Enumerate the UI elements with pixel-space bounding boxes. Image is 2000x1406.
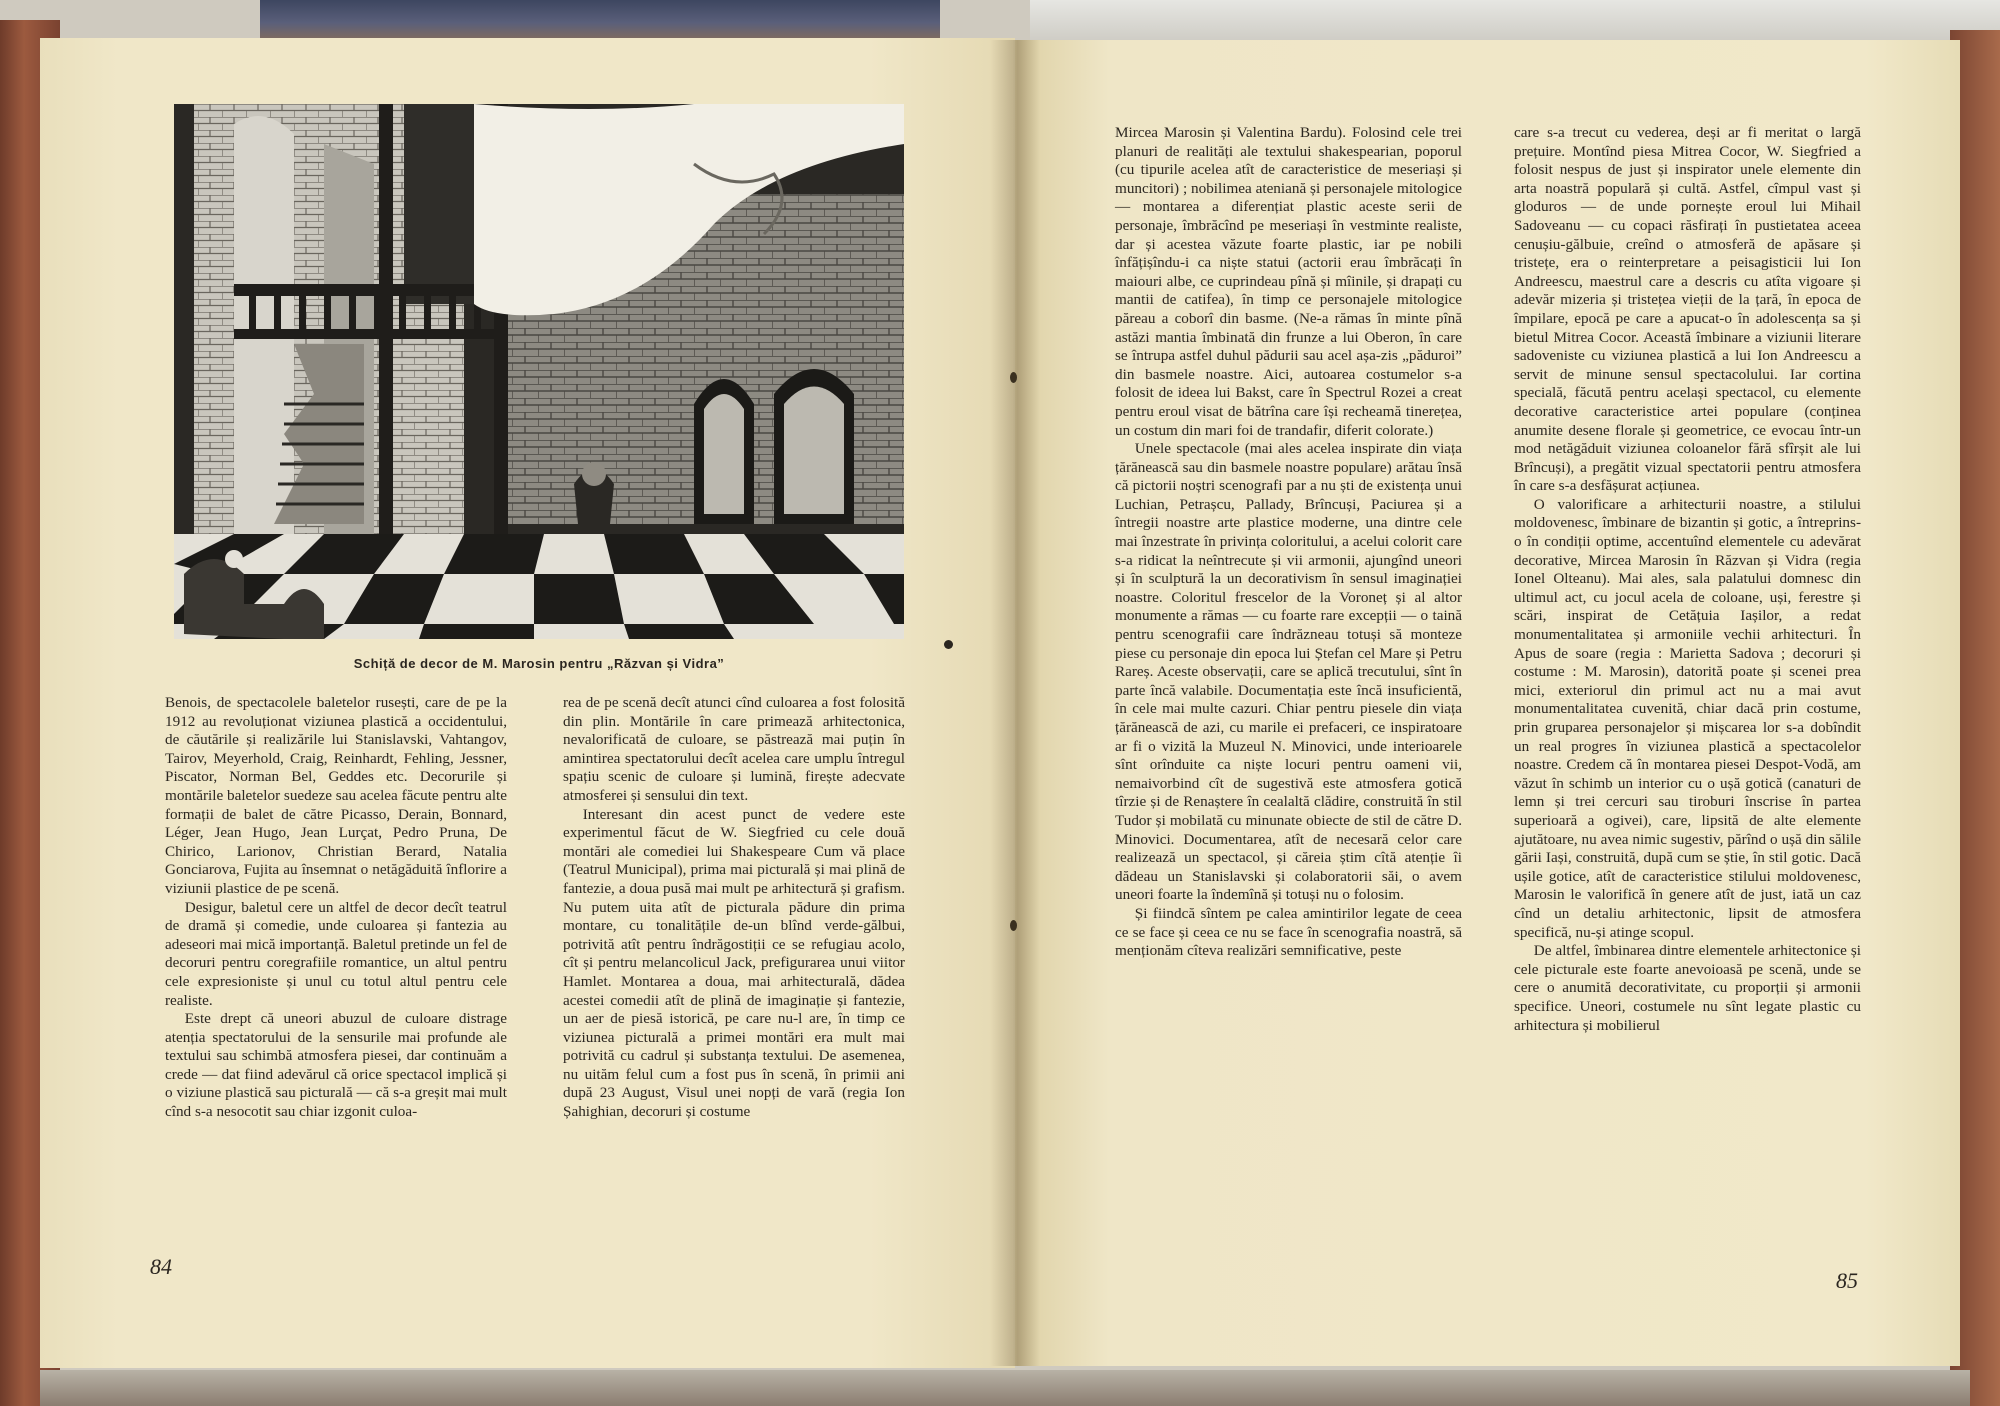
paragraph: Benois, de spectacolele baletelor rusești, care de pe la 1912 au revoluționat viziunea plastică a occidentului, de căutările și realizările lui Stanislavski, Vahtangov, Tairov, Meyerhold, Craig, Reinhardt, Fehling, Jessner, Piscator, Norman Bel, Geddes etc. Decorurile și montările baletelor suedeze sau acelea făcute pentru alte formații de balet de către Picasso, Derain, Bonnard, Léger, Jean Hugo, Jean Lurçat, Pedro Pruna, De Chirico, Larionov, Christian Berard, Natalia Gonciarova, Fujita au însemnat o netăgăduită înflorire a viziunii plastice de pe scenă. — [165, 694, 507, 897]
paragraph: Unele spectacole (mai ales acelea inspirate din viața țărănească sau din basmele noastre populare) arătau însă că pictorii noștri scenografi par a nu ști de existența unui Luchian, Petrașcu, Pallady, Brîncuși, Paciurea și a întregii noastre arte plastice moderne, una dintre cele mai înzestrate în privința coloritului, a acelui colorit care s-a ridicat la neîntrecute și vii armonii, ajungînd uneori și în sculptură la un decorativism în sensul imaginației noastre. Coloritul frescelor de la Voroneț și al altor monumente a rămas — cu foarte rare excepții — o taină pentru scenografii care îndrăzneau totuși să monteze piese cu personaje din epoca lui Ștefan cel Mare și Petru Rareș. Aceste observații, care se aplică trecutului, sînt în parte încă valabile. Documentația este încă insuficientă, în cele mai multe cazuri. Chiar pentru piesele din viața țărănească de azi, cu marile ei prefaceri, ce inspiratoare ar fi o vizită la Muzeul N. Minovici, unde interioarele sînt orînduite ca niște locuri pentru oameni vii, nemaivorbind cît de sugestivă este atmosfera gotică tîrzie și de Renaștere în cealaltă clădire, construită în stil Tudor și mobilată cu minunate obiecte de stil de către D. Minovici. Documentarea, atît de necesară celor care realizează un spectacol, și căreia știm cîtă atenție îi dădeau un Stanislavski și colaboratorii săi, o avem uneori foarte la îndemînă și totuși nu o folosim. — [1115, 440, 1462, 904]
page-number-left: 84 — [150, 1254, 172, 1279]
page-mark — [944, 640, 953, 649]
paragraph: Interesant din acest punct de vedere este experimentul făcut de W. Siegfried cu cele două montări ale comediei lui Shakespeare Cum vă place (Teatrul Municipal), prima mai picturală și mai plină de fantezie, a doua pusă mai mult pe arhitectură și grafism. Nu putem uita atît de picturala pădure din prima montare, cu tonalitățile de-un blînd verde-gălbui, potrivită atît pentru îndrăgostiții ce se refugiau acolo, cît și pentru melancolicul Jack, prefigurarea unui viitor Hamlet. Montarea a doua, mai arhitecturală, dădea acestei comedii atît de plină de imaginație și fantezie, un aer de piesă istorică, pe care nu-l are, în timp ce viziunea picturală a primei montări era mult mai potrivită cu cadrul și substanța textului. De asemenea, nu uităm felul cum a fost pus în scenă, în primii ani după 23 August, Visul unei nopți de vară (regia Ion Șahighian, decoruri și costume — [563, 805, 905, 1121]
paragraph: care s-a trecut cu vederea, deși ar fi meritat o largă prețuire. Montînd piesa Mitrea Cocor, W. Siegfried a folosit nespus de just și inspirator unele elemente din arta noastră populară și cultă. Astfel, cîmpul vast și gloduros — de unde pornește eroul lui Mihail Sadoveanu — cu copaci răsfirați în pustietatea aceea cenușiu-gălbuie, creînd o atmosferă de apăsare și tristețe, era o reinterpretare a peisagisticii lui Ion Andreescu, maestrul care a descris cu atîta vigoare și adevăr mizeria și tristețea vieții de la țară, în epoca de împilare, epocă pe care a apucat-o în adolescența sa și bietul Mitrea Cocor. Această îmbinare a viziunii literare sadoveniste cu viziunea plastică a lui Ion Andreescu a servit de minune sensul spectacolului. Iar cortina specială, făcută pentru același spectacol, cu elemente decorative caracteristice artei populare (conținea anumite desene florale și geometrice, ce evocau într-un mod netăgăduit viziunea coloanelor fără sfîrșit ale lui Brîncuși), a pregătit vizual spectatorii pentru atmosfera în care s-a desfășurat acțiunea. — [1514, 124, 1861, 495]
paragraph: De altfel, îmbinarea dintre elementele arhitectonice și cele picturale este foarte anevoioasă pe scenă, unde se cere o anumită decorativitate, cu proporții și armonii specifice. Uneori, costumele nu sînt legate plastic cu arhitectura și mobilierul — [1514, 942, 1861, 1034]
illustration-caption: Schiță de decor de M. Marosin pentru „Răzvan și Vidra” — [353, 656, 725, 671]
book-cover-bottom-edge — [40, 1370, 1970, 1406]
text-column-right-1 — [1115, 124, 1462, 961]
paragraph: Mircea Marosin și Valentina Bardu). Folosind cele trei planuri de realități ale textului shakespearian, poporul (cu tipurile acelea atît de caracteristice de meseriași și muncitori) ; nobilimea ateniană și personajele mitologice — montarea a diferențiat plastic aceste serii de personaje, îmbrăcînd pe meseriași în vestminte realiste, dar și acestea văzute foarte plastic, iar pe nobili înfățișîndu-i ca niște statui (actorii erau îmbrăcați în maiouri albe, ce cuprindeau pînă și mîinile, și drapați cu mantii de catifea), în timp ce personajele mitologice păreau a coborî din basme. (Ne-a rămas în minte pînă astăzi mantia îmbinată din frunze a lui Oberon, în care se întrupa astfel duhul pădurii sau acel așa-zis „păduroi” din basmele noastre. Aici, autoarea costumelor s-a folosit de ideea lui Bakst, care în Spectrul Rozei a creat pentru eroul visat de bătrîna care își recheamă tinerețea, un costum din mari foi de trandafir, diferit colorate.) — [1115, 124, 1462, 439]
page-number-right: 85 — [1836, 1268, 1858, 1293]
text-column-left-2 — [563, 694, 905, 1122]
binding-hole — [1010, 372, 1017, 383]
book-cover-top-edge — [260, 0, 940, 38]
binding-hole — [1010, 920, 1017, 931]
paragraph: Este drept că uneori abuzul de culoare distrage atenția spectatorului de la sensurile mai profunde ale textului sau schimbă atmosfera piesei, dar continuăm a crede — dat fiind adevărul că orice spectacol implică și o viziune plastică sau picturală — că s-a greșit mai mult cînd s-a nesocotit sau chiar izgonit culoa- — [165, 1010, 507, 1121]
set-design-illustration — [174, 104, 904, 639]
paragraph: Desigur, baletul cere un altfel de decor decît teatrul de dramă și comedie, unde culoarea și fantezia au adeseori mai mică importanță. Baletul pretinde un fel de decoruri pentru coregrafiile romantice, un altul pentru cele expresioniste și unul cu totul altul pentru cele realiste. — [165, 898, 508, 1009]
paragraph: rea de pe scenă decît atunci cînd culoarea a fost folosită din plin. Montările în care primează arhitectonica, nevalorificată de culoare, se păstrează mai puțin în amintirea spectatorului decît acelea care umplu întregul spațiu scenic de culoare și lumină, firește adecvate atmosferei și sensului din text. — [563, 694, 905, 804]
text-column-left-1 — [165, 694, 507, 1122]
paragraph: Și fiindcă sîntem pe calea amintirilor legate de ceea ce se face și ceea ce nu se face în scenografia noastră, să menționăm cîteva realizări semnificative, peste — [1115, 904, 1462, 960]
book-gutter — [990, 40, 1040, 1366]
scanner-background — [1030, 0, 2000, 40]
paragraph: O valorificare a arhitecturii noastre, a stilului moldovenesc, îmbinare de bizantin și gotic, a întreprins-o în condiții optime, accentuînd elementele cu adevărat decorative, Mircea Marosin în Răzvan și Vidra (regia Ionel Olteanu). Mai ales, sala palatului domnesc din ultimul act, cu jocul acela de coloane, uși, ferestre și scări, inspirat de Cetățuia Iașilor, a redat monumentalitatea și armoniile vechii arhitecturi. În Apus de soare (regia : Marietta Sadova ; decoruri și costume : M. Marosin), datorită poate și scenei prea mici, exteriorul din primul act nu a mai avut monumentalitatea cuvenită, chiar dacă prin costume, prin gruparea personajelor și mișcarea lor s-a dobîndit un real progres în viziunea plastică a spectacolelor noastre. Credem că în montarea piesei Despot-Vodă, am văzut în schimb un interior cu o ușă gotică (canaturi de lemn și trei cercuri sau tiroburi înscrise în partea superioară a ogivei), care, lipsită de alte elemente ajutătoare, nu avea nimic sugestiv, părînd o ușă din sălile gării Iași, construită, după cum se știe, în stil gotic. Dacă ușile gotice, atît de caracteristice stilului moldovenesc, Marosin le valorifică în genere atît de just, iată un caz cînd un detaliu arhitectonic, lipsit de atmosfera specifică, nu-și atinge scopul. — [1514, 495, 1861, 941]
text-column-right-2 — [1514, 124, 1861, 1035]
